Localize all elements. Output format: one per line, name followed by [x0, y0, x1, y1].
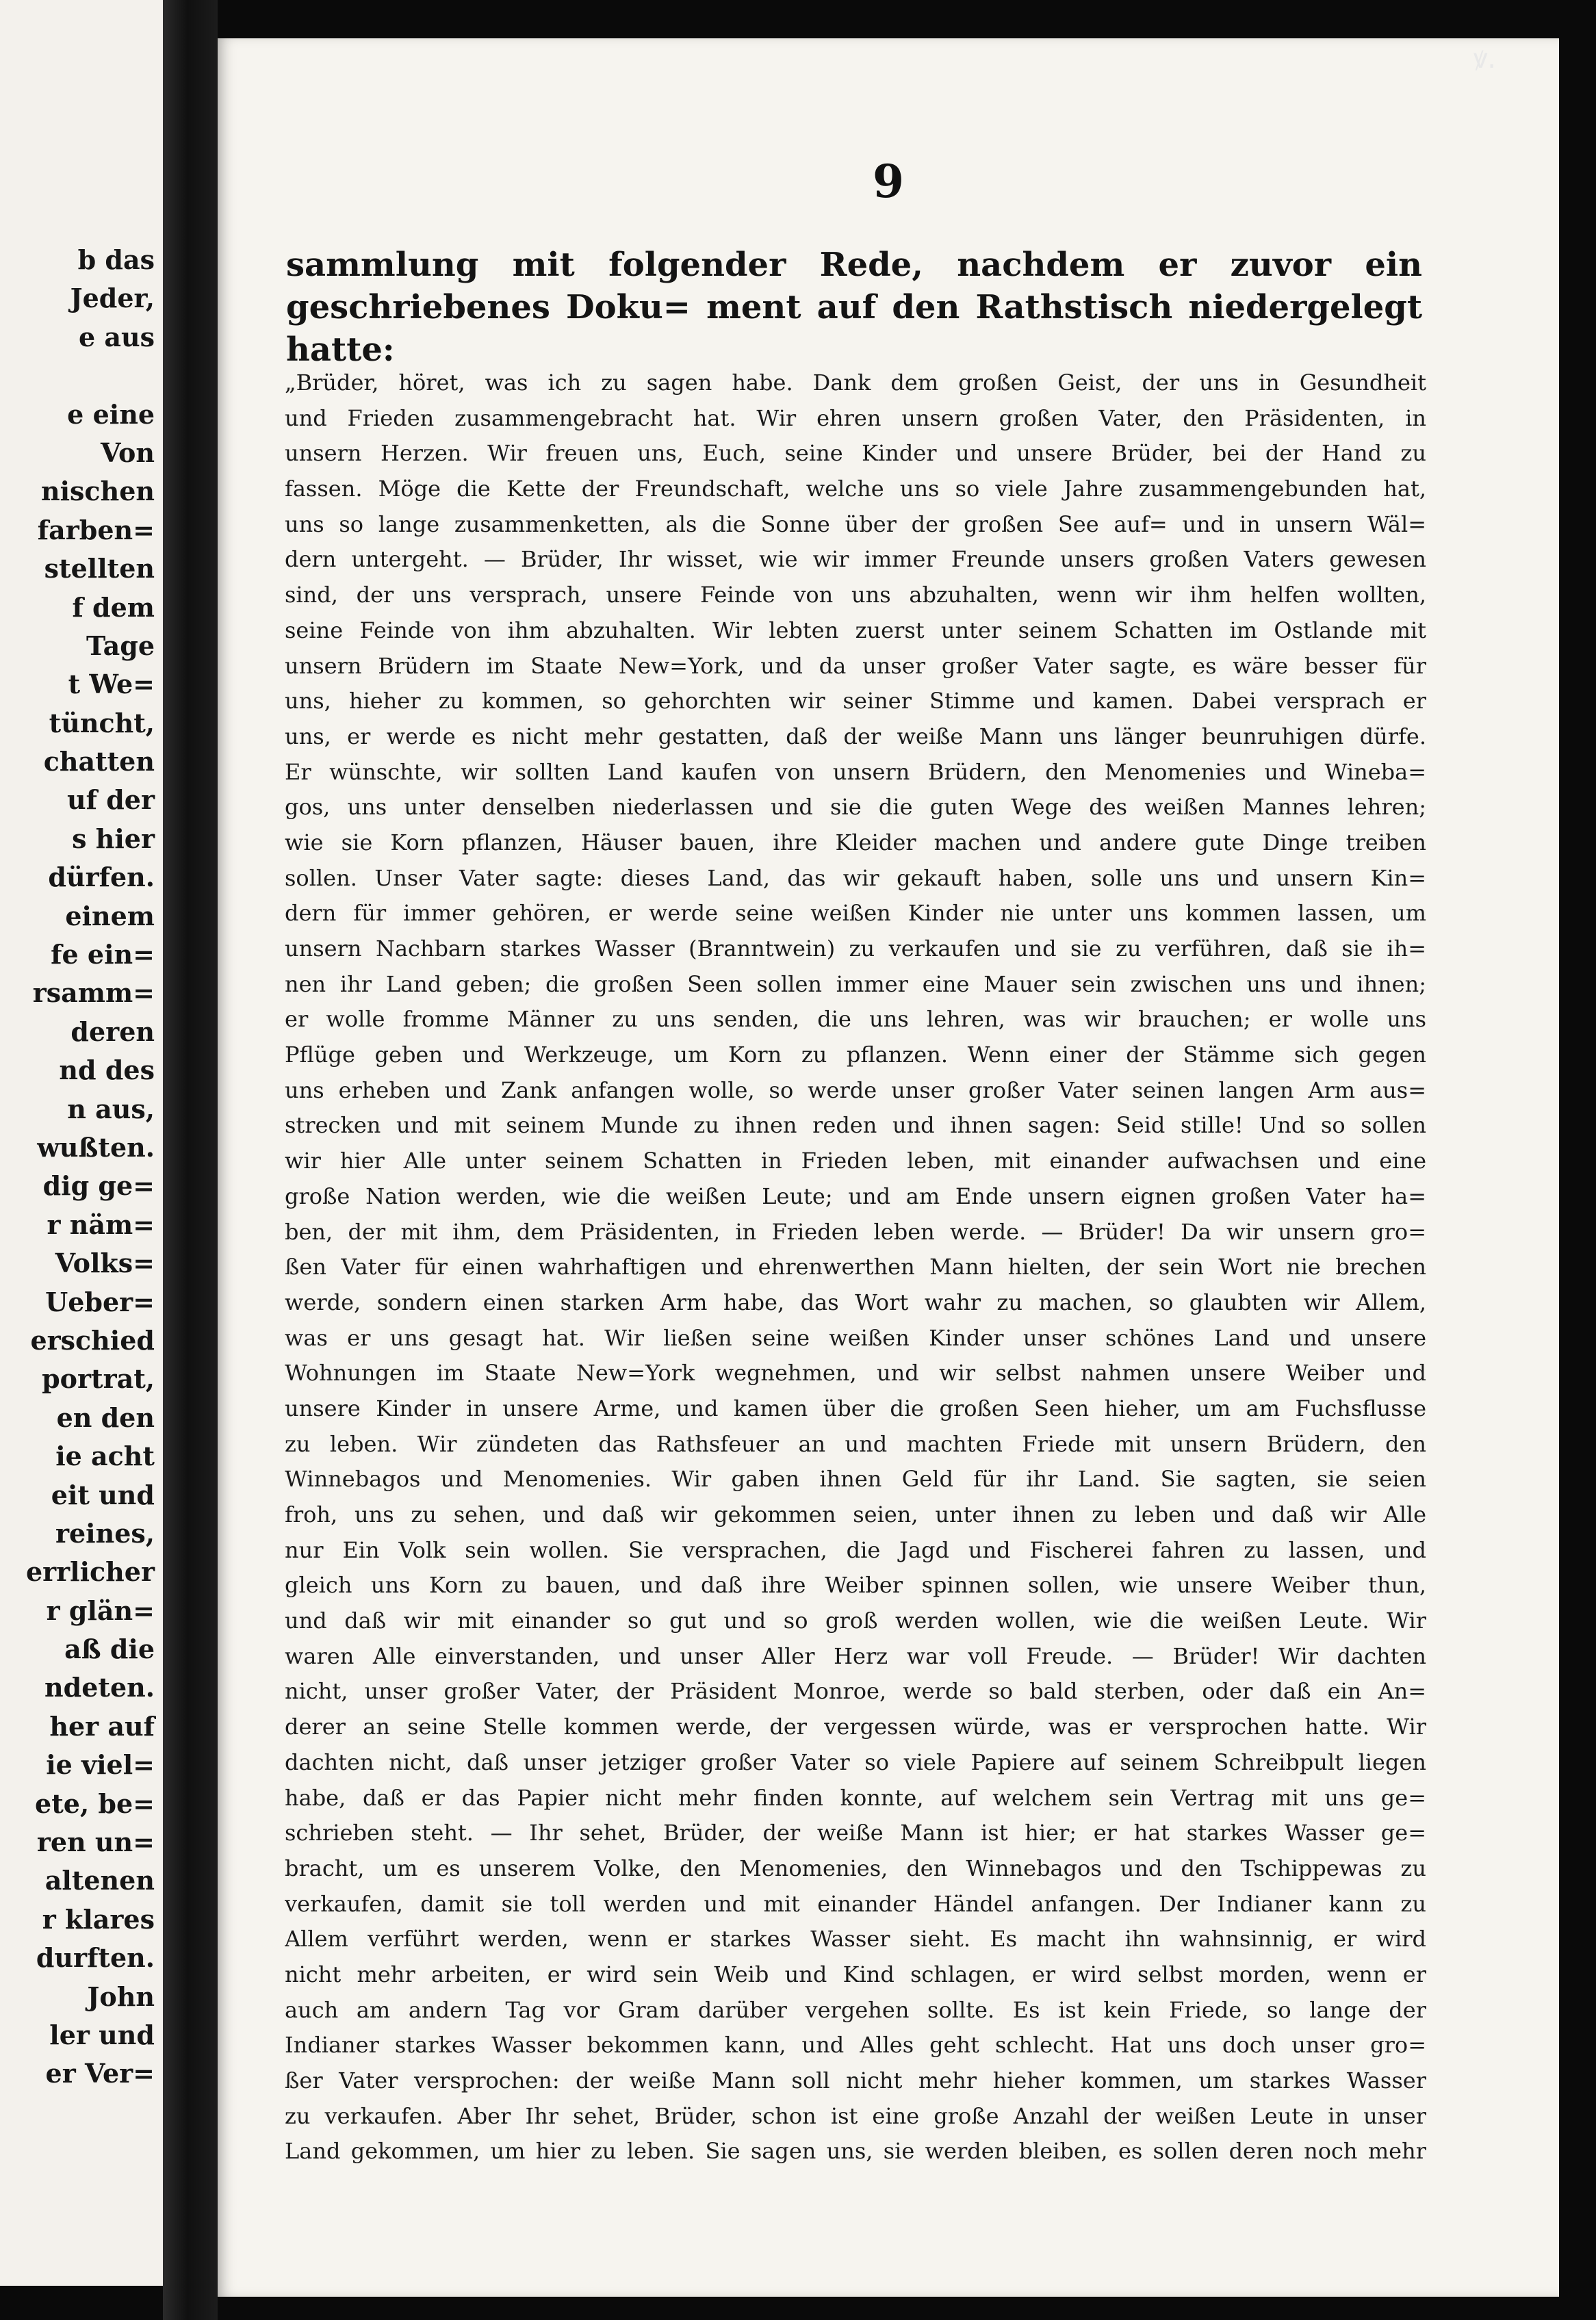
- text-line: unsern Nachbarn starkes Wasser (Branntwein) zu verkaufen und sie zu verführen, daß sie ih=: [285, 936, 1426, 962]
- left-text-fragment: en den: [56, 1402, 155, 1433]
- left-text-fragment: dig ge=: [42, 1170, 155, 1202]
- text-line: nen ihr Land geben; die großen Seen sollen immer eine Mauer sein zwischen uns und ihnen;: [285, 970, 1426, 997]
- left-text-fragment: r klares: [42, 1903, 155, 1935]
- left-text-fragment: r glän=: [46, 1595, 155, 1626]
- left-text-fragment: ete, be=: [35, 1788, 155, 1819]
- left-text-fragment: uf der: [67, 784, 155, 816]
- text-line: sollen. Unser Vater sagte: dieses Land, das wir gekauft haben, solle uns und unsern Kin=: [285, 864, 1426, 891]
- left-text-fragment: portrat,: [42, 1363, 155, 1395]
- left-text-fragment: tüncht,: [49, 707, 155, 738]
- left-text-fragment: errlicher: [25, 1556, 155, 1588]
- left-text-fragment: deren: [70, 1016, 155, 1047]
- left-text-fragment: s hier: [72, 823, 155, 854]
- text-line: Er wünschte, wir sollten Land kaufen von unsern Brüdern, den Menomenies und Wineba=: [285, 758, 1426, 785]
- section-heading: sammlung mit folgender Rede, nachdem er zuvor ein geschriebenes Doku= ment auf den Rathstisch niedergelegt hatte:: [286, 246, 1422, 369]
- text-line: dern untergeht. — Brüder, Ihr wisset, wie wir immer Freunde unsers großen Vaters gewesen: [285, 546, 1426, 573]
- text-line: Indianer starkes Wasser bekommen kann, und Alles geht schlecht. Hat uns doch unser gro=: [285, 2032, 1426, 2059]
- left-text-fragment: t We=: [68, 669, 155, 700]
- text-line: uns, er werde es nicht mehr gestatten, daß der weiße Mann uns länger beunruhigen dürfe.: [285, 723, 1426, 749]
- right-page: [218, 38, 1559, 2297]
- text-line: „Brüder, höret, was ich zu sagen habe. Dank dem großen Geist, der uns in Gesundheit: [285, 370, 1426, 396]
- text-line: unsern Herzen. Wir freuen uns, Euch, seine Kinder und unsere Brüder, bei der Hand zu: [285, 440, 1426, 467]
- text-line: Wohnungen im Staate New=York wegnehmen, und wir selbst nahmen unsere Weiber und: [285, 1360, 1426, 1387]
- left-text-fragment: her auf: [49, 1710, 155, 1742]
- left-text-fragment: John: [87, 1981, 155, 2012]
- left-text-fragment: stellten: [44, 553, 155, 584]
- text-line: gos, uns unter denselben niederlassen und sie die guten Wege des weißen Mannes lehren;: [285, 794, 1426, 821]
- left-text-fragment: ler und: [49, 2019, 155, 2050]
- text-line: wie sie Korn pflanzen, Häuser bauen, ihre Kleider machen und andere gute Dinge treiben: [285, 829, 1426, 855]
- text-line: Winnebagos und Menomenies. Wir gaben ihnen Geld für ihr Land. Sie sagten, sie seien: [285, 1466, 1426, 1493]
- text-line: große Nation werden, wie die weißen Leute; und am Ende unsern eignen großen Vater ha=: [285, 1183, 1426, 1209]
- text-line: schrieben steht. — Ihr sehet, Brüder, der weiße Mann ist hier; er hat starkes Wasser ge=: [285, 1820, 1426, 1846]
- left-text-fragment: [26, 357, 155, 395]
- text-line: verkaufen, damit sie toll werden und mit einander Händel anfangen. Der Indianer kann zu: [285, 1890, 1426, 1917]
- page-number: 9: [873, 155, 904, 208]
- text-line: ßen Vater für einen wahrhaftigen und ehrenwerthen Mann hielten, der sein Wort nie brechen: [285, 1254, 1426, 1280]
- text-line: nicht mehr arbeiten, er wird sein Weib und Kind schlagen, er wird selbst morden, wenn er: [285, 1961, 1426, 1987]
- left-text-fragment: Volks=: [55, 1248, 155, 1279]
- left-page-text-column: [26, 241, 155, 2093]
- text-line: uns so lange zusammenketten, als die Sonne über der großen See auf= und in unsern Wäl=: [285, 511, 1426, 537]
- left-text-fragment: ren un=: [36, 1827, 155, 1858]
- left-text-fragment: nischen: [40, 476, 155, 507]
- text-line: strecken und mit seinem Munde zu ihnen reden und ihnen sagen: Seid stille! Und so sollen: [285, 1112, 1426, 1139]
- text-line: waren Alle einverstanden, und unser Aller Herz war voll Freude. — Brüder! Wir dachten: [285, 1642, 1426, 1669]
- text-line: und Frieden zusammengebracht hat. Wir ehren unsern großen Vater, den Präsidenten, in: [285, 404, 1426, 431]
- text-line: bracht, um es unserem Volke, den Menomenies, den Winnebagos und den Tschippewas zu: [285, 1855, 1426, 1881]
- left-text-fragment: nd des: [59, 1055, 155, 1086]
- book-gutter: [163, 0, 218, 2320]
- left-text-fragment: Jeder,: [70, 283, 155, 314]
- text-line: derer an seine Stelle kommen werde, der vergessen würde, was er versprochen hatte. Wir: [285, 1714, 1426, 1740]
- text-line: uns erheben und Zank anfangen wolle, so werde unser großer Vater seinen langen Arm aus=: [285, 1077, 1426, 1103]
- left-text-fragment: erschied: [30, 1324, 155, 1356]
- text-line: uns, hieher zu kommen, so gehorchten wir seiner Stimme und kamen. Dabei versprach er: [285, 688, 1426, 714]
- text-line: sind, der uns versprach, unsere Feinde von uns abzuhalten, wenn wir ihm helfen wollten,: [285, 582, 1426, 608]
- text-line: nur Ein Volk sein wollen. Sie versprachen, die Jagd und Fischerei fahren zu lassen, und: [285, 1536, 1426, 1563]
- text-line: froh, uns zu sehen, und daß wir gekommen seien, unter ihnen zu leben und daß wir Alle: [285, 1501, 1426, 1528]
- text-line: Pflüge geben und Werkzeuge, um Korn zu pflanzen. Wenn einer der Stämme sich gegen: [285, 1042, 1426, 1068]
- text-line: ßer Vater versprochen: der weiße Mann soll nicht mehr hieher kommen, um starkes Wasser: [285, 2067, 1426, 2093]
- text-line: ben, der mit ihm, dem Präsidenten, in Frieden leben werde. — Brüder! Da wir unsern gro=: [285, 1218, 1426, 1245]
- text-line: Land gekommen, um hier zu leben. Sie sagen uns, sie werden bleiben, es sollen deren noch mehr: [285, 2138, 1426, 2165]
- corner-mark: ꝟ.: [1473, 43, 1496, 75]
- text-line: dachten nicht, daß unser jetziger großer Vater so viele Papiere auf seinem Schreibpult liegen: [285, 1749, 1426, 1775]
- left-text-fragment: ie acht: [55, 1441, 155, 1472]
- left-text-fragment: durften.: [36, 1942, 155, 1974]
- left-text-fragment: reines,: [55, 1517, 155, 1549]
- left-text-fragment: fe ein=: [51, 939, 155, 970]
- left-text-fragment: aß die: [64, 1634, 155, 1665]
- left-text-fragment: f dem: [72, 591, 155, 623]
- left-text-fragment: er Ver=: [45, 2058, 155, 2089]
- left-text-fragment: rsamm=: [32, 977, 155, 1009]
- left-text-fragment: e eine: [67, 398, 155, 430]
- left-text-fragment: e aus: [78, 321, 155, 352]
- speech-text-block: [285, 365, 1426, 2169]
- left-text-fragment: Tage: [86, 630, 155, 661]
- left-text-fragment: Von: [101, 437, 155, 468]
- text-line: fassen. Möge die Kette der Freundschaft, welche uns so viele Jahre zusammengebunden hat,: [285, 476, 1426, 502]
- left-text-fragment: n aus,: [67, 1093, 155, 1124]
- left-text-fragment: ndeten.: [44, 1672, 155, 1703]
- text-line: er wolle fromme Männer zu uns senden, die uns lehren, was wir brauchen; er wolle uns: [285, 1006, 1426, 1033]
- text-line: zu leben. Wir zündeten das Rathsfeuer an und machten Friede mit unsern Brüdern, den: [285, 1430, 1426, 1457]
- text-line: seine Feinde von ihm abzuhalten. Wir lebten zuerst unter seinem Schatten im Ostlande mit: [285, 617, 1426, 643]
- left-text-fragment: altenen: [44, 1865, 155, 1896]
- left-text-fragment: Ueber=: [45, 1286, 155, 1317]
- left-text-fragment: chatten: [43, 746, 155, 777]
- left-text-fragment: eit und: [51, 1479, 155, 1510]
- text-line: auch am andern Tag vor Gram darüber vergehen sollte. Es ist kein Friede, so lange der: [285, 1996, 1426, 2023]
- text-line: gleich uns Korn zu bauen, und daß ihre Weiber spinnen sollen, wie unsere Weiber thun,: [285, 1572, 1426, 1599]
- left-text-fragment: r näm=: [47, 1209, 155, 1240]
- text-line: zu verkaufen. Aber Ihr sehet, Brüder, schon ist eine große Anzahl der weißen Leute in unser: [285, 2102, 1426, 2129]
- left-text-fragment: dürfen.: [48, 862, 155, 893]
- text-line: Allem verführt werden, wenn er starkes Wasser sieht. Es macht ihn wahnsinnig, er wird: [285, 1926, 1426, 1952]
- text-line: dern für immer gehören, er werde seine weißen Kinder nie unter uns kommen lassen, um: [285, 900, 1426, 927]
- text-line: werde, sondern einen starken Arm habe, das Wort wahr zu machen, so glaubten wir Allem,: [285, 1289, 1426, 1315]
- text-line: nicht, unser großer Vater, der Präsident Monroe, werde so bald sterben, oder daß ein An=: [285, 1678, 1426, 1705]
- text-line: wir hier Alle unter seinem Schatten in Frieden leben, mit einander aufwachsen und eine: [285, 1148, 1426, 1174]
- left-text-fragment: b das: [77, 244, 155, 275]
- text-line: unsern Brüdern im Staate New=York, und da unser großer Vater sagte, es wäre besser für: [285, 652, 1426, 679]
- text-line: habe, daß er das Papier nicht mehr finden konnte, auf welchem sein Vertrag mit uns ge=: [285, 1784, 1426, 1811]
- text-line: was er uns gesagt hat. Wir ließen seine weißen Kinder unser schönes Land und unsere: [285, 1324, 1426, 1351]
- text-line: und daß wir mit einander so gut und so groß werden wollen, wie die weißen Leute. Wir: [285, 1608, 1426, 1634]
- left-text-fragment: farben=: [37, 514, 155, 545]
- left-text-fragment: ie viel=: [46, 1749, 155, 1781]
- text-line: unsere Kinder in unsere Arme, und kamen über die großen Seen hieher, um am Fuchsflusse: [285, 1395, 1426, 1421]
- left-text-fragment: einem: [65, 900, 155, 931]
- left-page-fragment: [0, 0, 163, 2286]
- left-text-fragment: wußten.: [37, 1131, 155, 1163]
